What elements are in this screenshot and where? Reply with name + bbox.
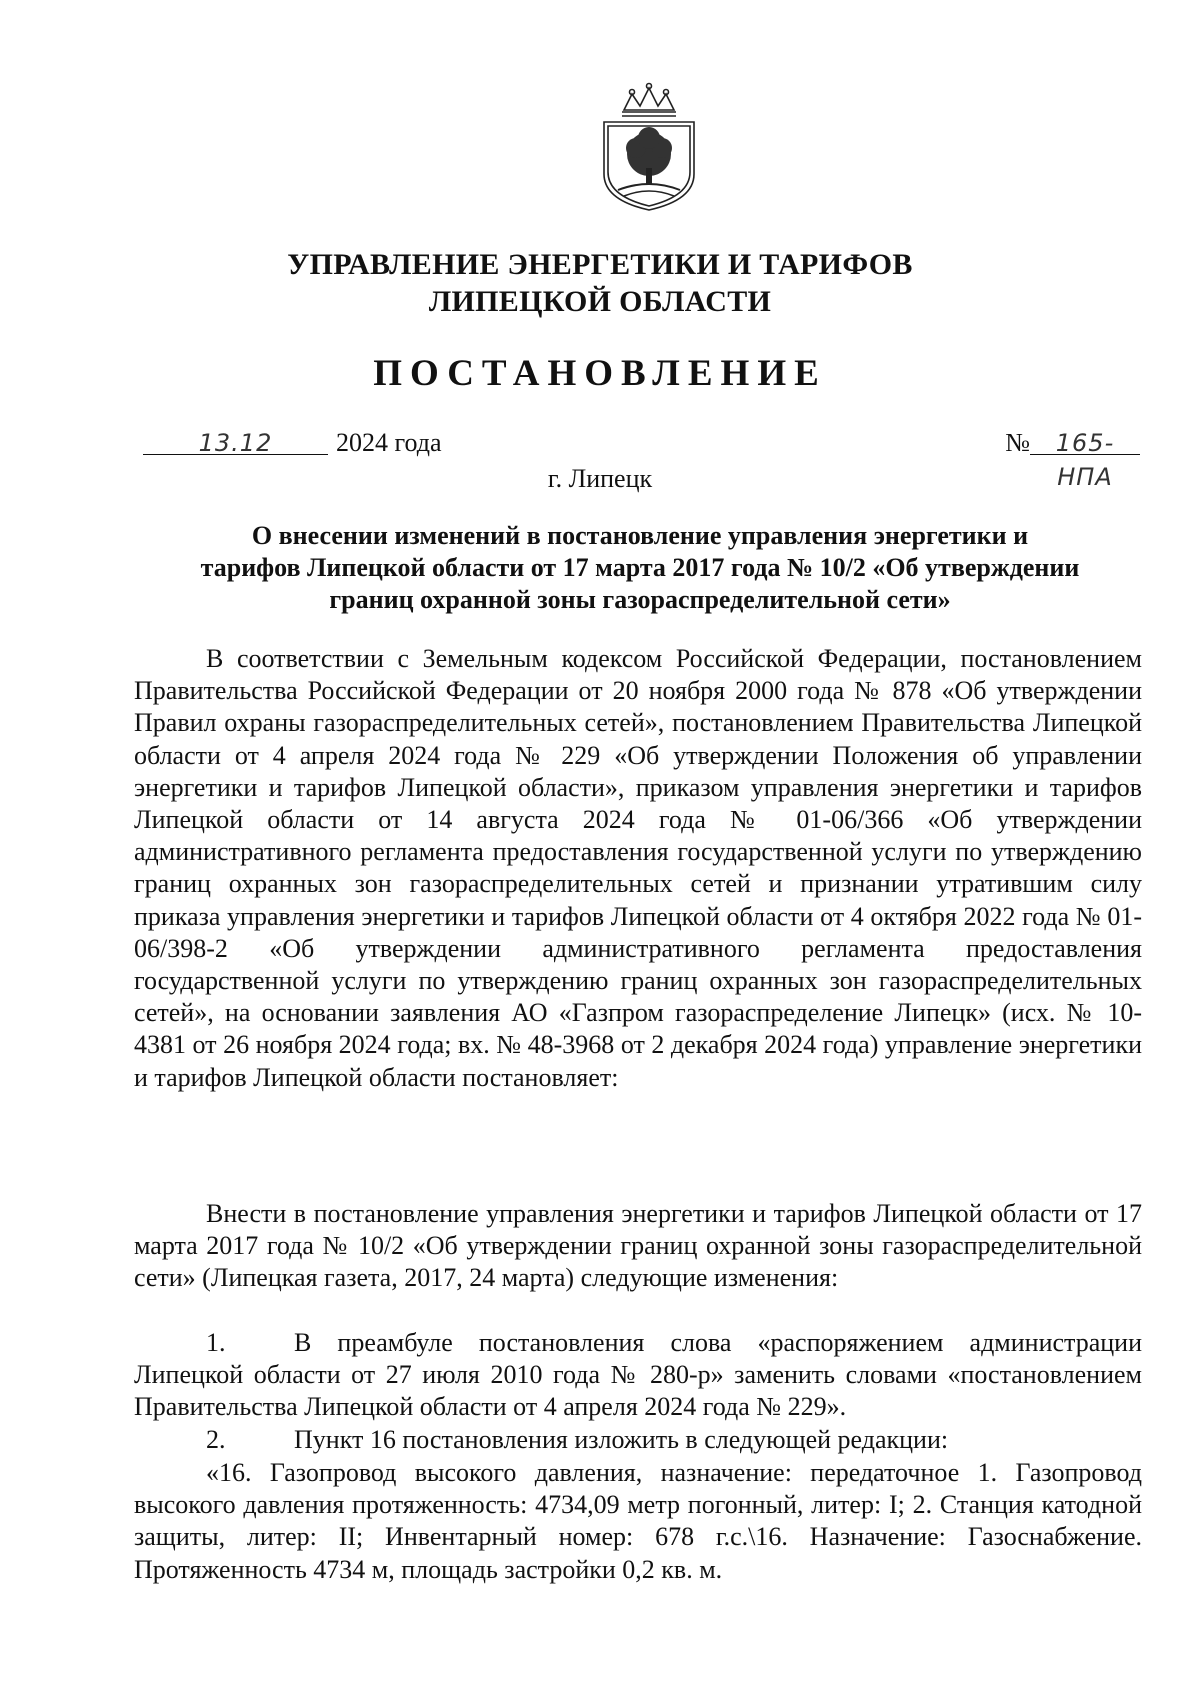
preamble-paragraph: В соответствии с Земельным кодексом Российской Федерации, постановлением Правительства Российской Федерации от 20 ноября 2000 года № 878 «Об утверждении Правил охраны газораспределительных сетей», постановлением Правительства Липецкой области от 4 апреля 2024 года № 229 «Об утверждении Положения об управлении энергетики и тарифов Липецкой области», приказом управления энергетики и тарифов Липецкой области от 14 августа 2024 года № 01-06/366 «Об утверждении административного регламента предоставления государственной услуги по утверждению границ охранных зон газораспределительных сетей и признании утратившим силу приказа управления энергетики и тарифов Липецкой области от 4 октября 2022 года № 01-06/398-2 «Об утверждении административного регламента предоставления государственной услуги по утверждению границ охранных зон газораспределительных сетей», на основании заявления АО «Газпром газораспределение Липецк» (исх. № 10-4381 от 26 ноября 2024 года; вх. № 48-3968 от 2 декабря 2024 года) управление энергетики и тарифов Липецкой области постановляет: (134, 644, 1142, 1092)
city: г. Липецк (547, 464, 653, 493)
item-1-paragraph (134, 1327, 1142, 1424)
item-2-text: Пункт 16 постановления изложить в следующей редакции: (294, 1425, 949, 1454)
coat-of-arms-icon (596, 82, 702, 214)
document-number (1005, 426, 1140, 491)
item-1-text: В преамбуле постановления слова «распоряжением администрации Липецкой области от 27 июля 2010 года № 280-р» заменить словами «постановлением Правительства Липецкой области от 4 апреля 2024 года № 229». (134, 1328, 1142, 1422)
handwritten-date: 13.12 (198, 429, 273, 457)
item-2-paragraph (134, 1424, 1142, 1456)
org-name-line2: ЛИПЕЦКОЙ ОБЛАСТИ (428, 285, 772, 318)
document-title: О внесении изменений в постановление управления энергетики и тарифов Липецкой области от 17 марта 2017 года № 10/2 «Об утверждении границ охранной зоны газораспределительной сети» (200, 521, 1080, 614)
date-year: 2024 года (336, 428, 442, 457)
document-date (143, 426, 442, 460)
item-1-number: 1. (206, 1328, 226, 1357)
number-sign: № (1005, 428, 1030, 457)
item-16-paragraph: «16. Газопровод высокого давления, назначение: передаточное 1. Газопровод высокого давления протяженность: 4734,09 метр погонный, литер: I; 2. Станция катодной защиты, литер: II; Инвентарный номер: 678 г.с.\16. Назначение: Газоснабжение. Протяженность 4734 м, площадь застройки 0,2 кв. м. (134, 1458, 1142, 1584)
intro-paragraph: Внести в постановление управления энергетики и тарифов Липецкой области от 17 марта 2017 года № 10/2 «Об утверждении границ охранной зоны газораспределительной сети» (Липецкая газета, 2017, 24 марта) следующие изменения: (134, 1199, 1142, 1293)
handwritten-number: 165-НПА (1055, 429, 1115, 491)
document-type: ПОСТАНОВЛЕНИЕ (373, 353, 827, 394)
org-name-line1: УПРАВЛЕНИЕ ЭНЕРГЕТИКИ И ТАРИФОВ (287, 248, 913, 281)
item-2-number: 2. (206, 1425, 226, 1454)
